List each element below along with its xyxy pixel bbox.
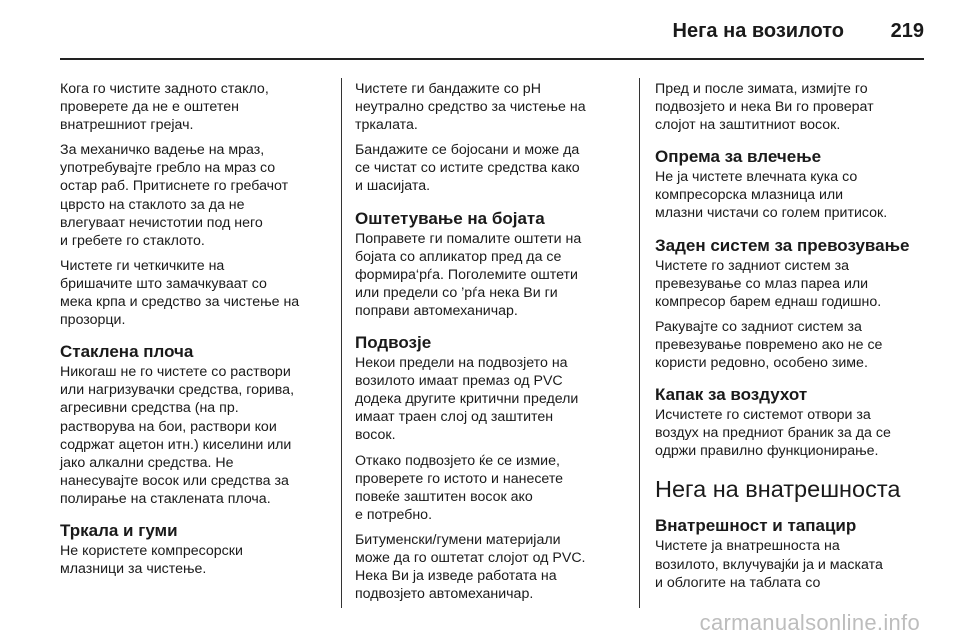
paragraph: Бандажите се бојосани и може да се чистат со истите средства како и шасијата.: [355, 142, 580, 195]
paragraph: Поправете ги помалите оштети на бојата со апликатор пред да се формира‘рѓа. Поголемите оштети или предели со ’рѓа нека Ви ги поправи автомеханичар.: [355, 230, 582, 319]
text-column-2: [355, 80, 633, 610]
paragraph: За механичко вадење на мраз, употребувајте гребло на мраз со остар раб. Притиснете го гребачот цврсто на стаклото за да не влегуваат нечистотии под него и гребете го стаклото.: [60, 142, 289, 249]
subsection-heading: Капак за воздухот: [655, 385, 808, 405]
paragraph: Пред и после зимата, измијте го подвозјето и нека Ви го проверат слојот на заштитниот восок.: [655, 81, 874, 134]
paragraph: Некои предели на подвозјето на возилото имаат премаз од PVC додека другите критични предели имаат траен слој од заштитен восок.: [355, 355, 579, 444]
subsection-heading: Подвозје: [355, 333, 432, 353]
text-column-3: [655, 80, 933, 599]
paragraph: Откако подвозјето ќе се измие, проверете го истото и нанесете повеќе заштитен восок ако е потребно.: [355, 452, 564, 523]
paragraph: Чистете ги бандажите со pH неутрално средство за чистење на тркалата.: [355, 81, 586, 134]
paragraph: Исчистете го системот отвори за воздух на предниот браник за да се одржи правилно функционирање.: [655, 407, 891, 460]
subsection-heading: Оштетување на бојата: [355, 208, 545, 228]
column-divider: [341, 78, 342, 608]
paragraph: Ракувајте со задниот систем за превезување повремено ако не се користи редовно, особено зиме.: [655, 318, 883, 372]
subsection-heading: Стаклена плоча: [60, 342, 194, 362]
subsection-heading: Тркала и гуми: [60, 520, 178, 540]
paragraph: Чистете го задниот систем за превезување со млаз пареа или компресор барем еднаш годишно.: [655, 257, 882, 310]
column-divider: [639, 78, 640, 608]
header-rule: [60, 58, 924, 60]
subsection-heading: Опрема за влечење: [655, 147, 822, 167]
paragraph: Чистете ги четкичките на бришачите што замачкуваат со мека крпа и средство за чистење на прозорци.: [60, 257, 300, 329]
paragraph: Не ја чистете влечната кука со компресорска млазница или млазни чистачи со голем притисок.: [655, 169, 888, 222]
page-header: [60, 0, 924, 58]
paragraph: Битуменски/гумени материјали може да го оштетат слојот од PVC. Нека Ви ја изведе работата на подвозјето автомеханичар.: [355, 531, 586, 603]
paragraph: Не користете компресорски млазници за чистење.: [60, 542, 243, 578]
paragraph: Чистете ја внатрешноста на возилото, вклучувајќи ја и маската и облогите на таблата со: [655, 538, 883, 591]
text-column-1: [60, 80, 338, 585]
paragraph: Никогаш не го чистете со раствори или нагризувачки средства, горива, агресивни средства (на пр. растворува на бои, раствори кои содржат ацетон итн.) киселини или јако алкални средства. Не нанесувајте восок или средства за полирање на стаклената плоча.: [60, 364, 295, 507]
running-title: Нега на возилото: [672, 20, 844, 42]
watermark: carmanualsonline.info: [699, 610, 920, 635]
subsection-heading: Внатрешност и тапацир: [655, 516, 857, 536]
paragraph: Кога го чистите задното стакло, проверете да не е оштетен внатрешниот грејач.: [60, 81, 269, 134]
section-heading: Нега на внатрешноста: [655, 476, 901, 503]
page-number: 219: [890, 20, 924, 42]
subsection-heading: Заден систем за превозување: [655, 235, 910, 255]
